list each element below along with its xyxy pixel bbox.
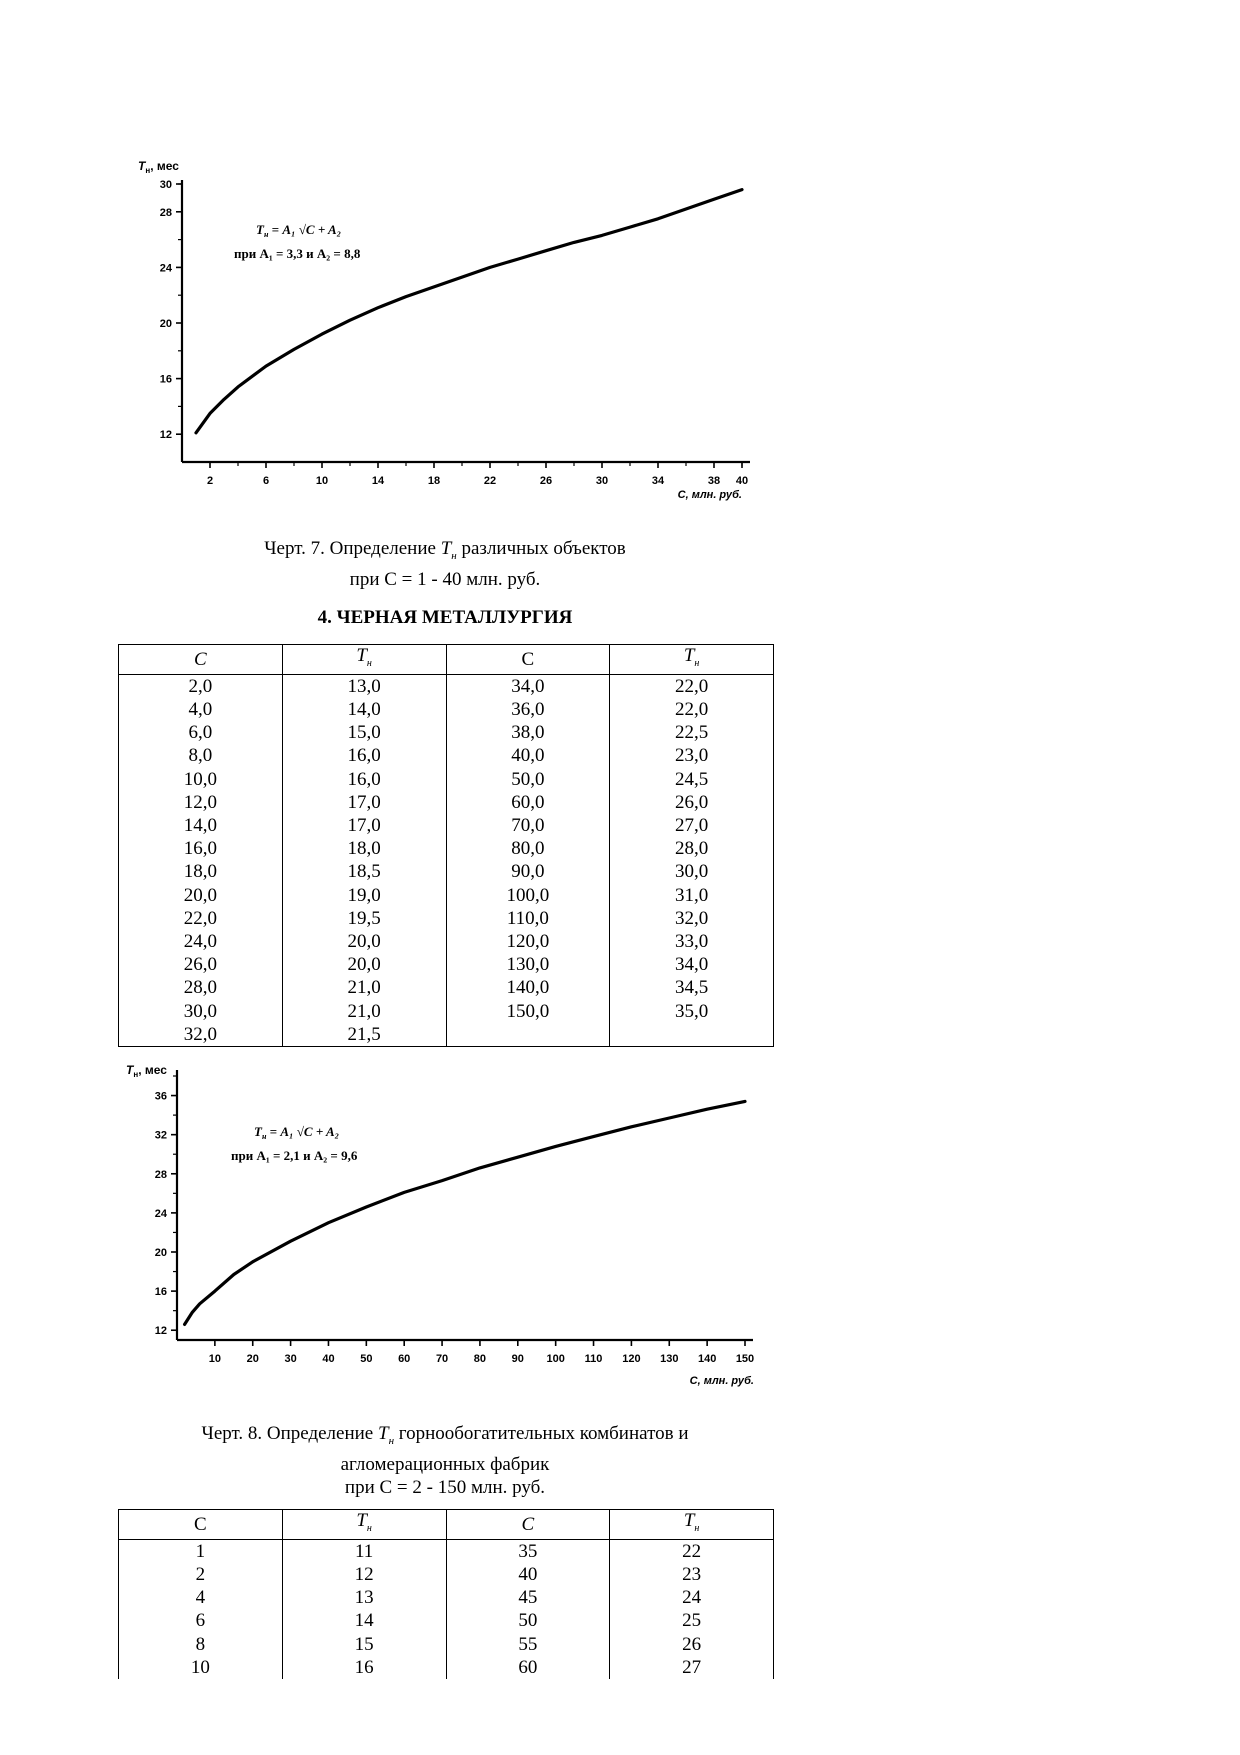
cell-tn: 27,0: [610, 814, 774, 837]
y-tick-label: 16: [159, 373, 172, 386]
table-row: [119, 768, 774, 791]
cell-c: 90,0: [446, 860, 610, 883]
cell-c: 20,0: [119, 883, 283, 906]
table-row: [119, 1633, 774, 1656]
cell-tn: 17,0: [282, 791, 446, 814]
table-row: [119, 1656, 774, 1679]
table-row: [119, 1586, 774, 1609]
y-axis-label: $T_н$, мес: [138, 159, 179, 175]
y-tick-label: 20: [159, 318, 172, 330]
x-tick-label: 20: [246, 1353, 259, 1365]
cell-tn: 20,0: [282, 953, 446, 976]
caption-chart-8-line3: при С = 2 - 150 млн. руб.: [344, 1476, 546, 1498]
cell-c: 34,0: [446, 674, 610, 698]
cell-tn: 34,5: [610, 976, 774, 999]
cell-tn: 15: [282, 1633, 446, 1656]
cell-tn: 15,0: [282, 721, 446, 744]
cell-tn: 19,5: [282, 907, 446, 930]
cell-c: 1: [119, 1539, 283, 1563]
cell-tn: 28,0: [610, 837, 774, 860]
x-axis-label: С, млн. руб.: [689, 1375, 754, 1387]
cell-tn: 18,5: [282, 860, 446, 883]
cell-tn: 22: [610, 1539, 774, 1563]
chart-7-svg: [0, 150, 820, 520]
x-tick-label: 120: [622, 1353, 641, 1365]
caption-chart-8-line1: Черт. 8. Определение $T_н$ горнообогатительных комбинатов и: [201, 1423, 689, 1447]
x-tick-label: 90: [511, 1353, 524, 1365]
cell-c: 10: [119, 1656, 283, 1679]
header-tn: $T_н$: [610, 1510, 774, 1540]
x-tick-label: 70: [435, 1353, 449, 1365]
cell-c: 60: [446, 1656, 610, 1679]
cell-c: 100,0: [446, 883, 610, 906]
cell-c: 18,0: [119, 860, 283, 883]
cell-c: 80,0: [446, 837, 610, 860]
cell-tn: 23: [610, 1563, 774, 1586]
cell-tn: 33,0: [610, 930, 774, 953]
table-mining: [118, 1509, 774, 1679]
header-tn: $T_н$: [610, 645, 774, 675]
x-tick-label: 130: [660, 1353, 679, 1365]
header-c: С: [446, 1510, 610, 1540]
cell-c: 8,0: [119, 744, 283, 767]
cell-tn: [610, 1023, 774, 1047]
x-tick-label: 34: [651, 475, 665, 487]
table-header-row: [119, 645, 774, 675]
cell-c: 50: [446, 1609, 610, 1632]
y-tick-label: 30: [159, 179, 172, 191]
x-tick-label: 14: [371, 475, 385, 487]
table-row: [119, 698, 774, 721]
x-tick-label: 10: [315, 475, 329, 487]
table-row: [119, 721, 774, 744]
table-row: [119, 860, 774, 883]
cell-c: 32,0: [119, 1023, 283, 1047]
cell-tn: 13: [282, 1586, 446, 1609]
chart-8-svg: [0, 1058, 820, 1403]
cell-tn: 34,0: [610, 953, 774, 976]
y-tick-label: 36: [154, 1090, 167, 1103]
cell-tn: 30,0: [610, 860, 774, 883]
table-row: [119, 1609, 774, 1632]
cell-c: 38,0: [446, 721, 610, 744]
cell-tn: 14,0: [282, 698, 446, 721]
caption-chart-7-line2: при С = 1 - 40 млн. руб.: [349, 568, 541, 590]
cell-tn: 22,0: [610, 674, 774, 698]
section-title: 4. ЧЕРНАЯ МЕТАЛЛУРГИЯ: [317, 607, 573, 628]
cell-c: 28,0: [119, 976, 283, 999]
table-row: [119, 953, 774, 976]
x-tick-label: 6: [262, 475, 270, 487]
cell-c: 130,0: [446, 953, 610, 976]
x-tick-label: 110: [584, 1353, 603, 1365]
cell-tn: 22,0: [610, 698, 774, 721]
y-tick-label: 12: [159, 429, 172, 442]
y-tick-label: 32: [154, 1129, 167, 1142]
table-row: [119, 999, 774, 1022]
cell-tn: 27: [610, 1656, 774, 1679]
chart-8: [0, 1058, 820, 1403]
cell-c: 16,0: [119, 837, 283, 860]
y-tick-label: 12: [154, 1325, 167, 1338]
y-tick-label: 24: [154, 1207, 167, 1220]
x-tick-label: 140: [697, 1353, 717, 1365]
cell-tn: 24,5: [610, 768, 774, 791]
cell-tn: 26: [610, 1633, 774, 1656]
cell-c: 24,0: [119, 930, 283, 953]
x-axis-label: С, млн. руб.: [677, 489, 742, 501]
table-row: [119, 976, 774, 999]
cell-c: [446, 1023, 610, 1047]
cell-tn: 16,0: [282, 768, 446, 791]
cell-c: 36,0: [446, 698, 610, 721]
table-header-row: [119, 1510, 774, 1540]
table-row: [119, 1563, 774, 1586]
formula-line1: $T_н = A_1$ √C + A₂: [254, 1124, 340, 1141]
cell-c: 120,0: [446, 930, 610, 953]
cell-tn: 16,0: [282, 744, 446, 767]
cell-c: 6,0: [119, 721, 283, 744]
y-axis-label: $T_н$, мес: [126, 1063, 167, 1079]
x-tick-label: 150: [735, 1353, 755, 1365]
cell-c: 45: [446, 1586, 610, 1609]
x-tick-label: 22: [483, 475, 497, 487]
x-tick-label: 40: [735, 475, 749, 487]
cell-tn: 21,0: [282, 999, 446, 1022]
table-row: [119, 674, 774, 698]
table-row: [119, 1539, 774, 1563]
cell-c: 60,0: [446, 791, 610, 814]
cell-c: 40,0: [446, 744, 610, 767]
cell-c: 2,0: [119, 674, 283, 698]
x-tick-label: 2: [206, 475, 214, 487]
caption-chart-7-line1: Черт. 7. Определение $T_н$ различных объектов: [264, 538, 626, 562]
cell-c: 8: [119, 1633, 283, 1656]
table-row: [119, 930, 774, 953]
cell-c: 150,0: [446, 999, 610, 1022]
formula-line2: при A₁ = 3,3 и A₂ = 8,8: [234, 246, 361, 261]
cell-tn: 24: [610, 1586, 774, 1609]
cell-c: 70,0: [446, 814, 610, 837]
cell-c: 2: [119, 1563, 283, 1586]
table-row: [119, 883, 774, 906]
cell-tn: 19,0: [282, 883, 446, 906]
cell-c: 22,0: [119, 907, 283, 930]
x-tick-label: 26: [539, 475, 553, 487]
y-tick-label: 28: [159, 206, 172, 219]
cell-tn: 32,0: [610, 907, 774, 930]
cell-c: 40: [446, 1563, 610, 1586]
table-metallurgy: [118, 644, 774, 1047]
cell-tn: 11: [282, 1539, 446, 1563]
x-tick-label: 100: [546, 1353, 565, 1365]
cell-c: 110,0: [446, 907, 610, 930]
y-tick-label: 20: [154, 1247, 167, 1259]
y-tick-label: 28: [154, 1168, 167, 1181]
cell-c: 6: [119, 1609, 283, 1632]
header-tn: $T_н$: [282, 645, 446, 675]
chart-7: [0, 150, 820, 520]
y-tick-label: 24: [159, 262, 172, 275]
cell-tn: 26,0: [610, 791, 774, 814]
formula-line2: при A₁ = 2,1 и A₂ = 9,6: [231, 1148, 358, 1163]
cell-c: 14,0: [119, 814, 283, 837]
cell-tn: 13,0: [282, 674, 446, 698]
cell-tn: 20,0: [282, 930, 446, 953]
table-row: [119, 1023, 774, 1047]
x-tick-label: 50: [360, 1353, 373, 1365]
x-tick-label: 18: [427, 475, 441, 487]
y-tick-label: 16: [154, 1286, 167, 1299]
cell-tn: 16: [282, 1656, 446, 1679]
cell-tn: 17,0: [282, 814, 446, 837]
cell-tn: 18,0: [282, 837, 446, 860]
caption-chart-8-line2: агломерационных фабрик: [340, 1453, 550, 1475]
table-row: [119, 744, 774, 767]
cell-tn: 35,0: [610, 999, 774, 1022]
cell-c: 12,0: [119, 791, 283, 814]
caption-chart-7: [0, 537, 890, 591]
x-tick-label: 60: [398, 1353, 411, 1365]
header-c: С: [119, 645, 283, 675]
cell-tn: 14: [282, 1609, 446, 1632]
cell-tn: 25: [610, 1609, 774, 1632]
cell-c: 4: [119, 1586, 283, 1609]
table-row: [119, 837, 774, 860]
cell-tn: 21,0: [282, 976, 446, 999]
cell-tn: 22,5: [610, 721, 774, 744]
cell-c: 10,0: [119, 768, 283, 791]
x-tick-label: 40: [322, 1353, 335, 1365]
x-tick-label: 80: [473, 1353, 487, 1365]
x-tick-label: 10: [208, 1353, 221, 1365]
cell-c: 50,0: [446, 768, 610, 791]
cell-tn: 21,5: [282, 1023, 446, 1047]
header-c: С: [119, 1510, 283, 1540]
x-tick-label: 38: [707, 475, 721, 487]
table-row: [119, 907, 774, 930]
table-row: [119, 791, 774, 814]
cell-tn: 31,0: [610, 883, 774, 906]
cell-tn: 23,0: [610, 744, 774, 767]
table-row: [119, 814, 774, 837]
cell-tn: 12: [282, 1563, 446, 1586]
cell-c: 35: [446, 1539, 610, 1563]
cell-c: 26,0: [119, 953, 283, 976]
caption-chart-8: [0, 1422, 890, 1499]
header-c: С: [446, 645, 610, 675]
header-tn: $T_н$: [282, 1510, 446, 1540]
cell-c: 30,0: [119, 999, 283, 1022]
cell-c: 140,0: [446, 976, 610, 999]
formula-line1: $T_н = A_1$ √C + A₂: [256, 222, 342, 239]
x-tick-label: 30: [284, 1353, 297, 1365]
x-tick-label: 30: [595, 475, 609, 487]
cell-c: 4,0: [119, 698, 283, 721]
cell-c: 55: [446, 1633, 610, 1656]
